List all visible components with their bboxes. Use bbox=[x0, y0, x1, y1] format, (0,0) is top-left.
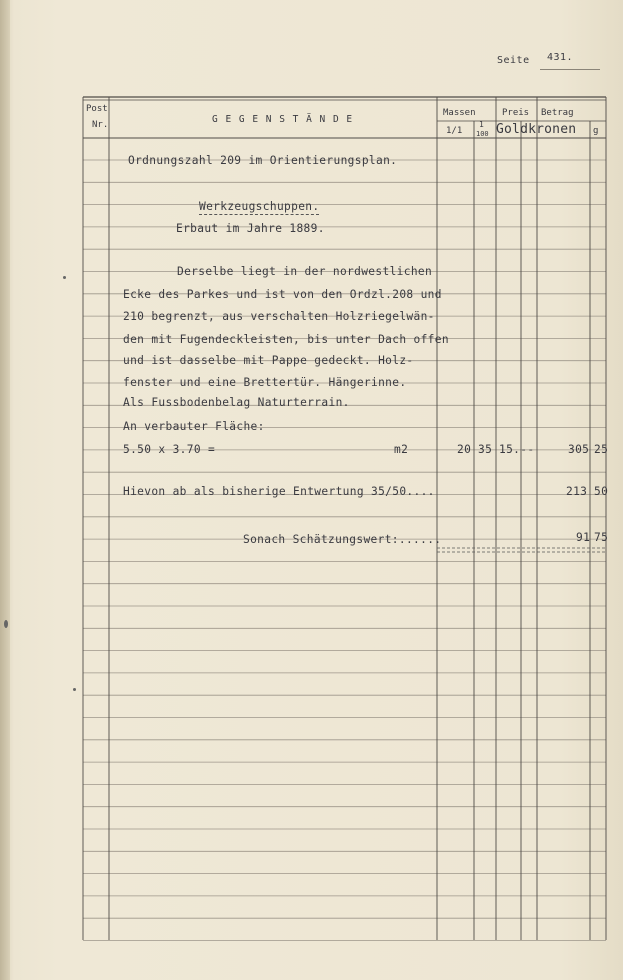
header-massen: Massen bbox=[443, 108, 476, 118]
header-preis: Preis bbox=[502, 108, 530, 118]
entry-3-betrag-dec: 75 bbox=[594, 531, 609, 544]
entry-2-betrag-dec: 50 bbox=[594, 485, 609, 498]
header-massen-whole: 1/1 bbox=[446, 126, 463, 136]
text-line-built: Erbaut im Jahre 1889. bbox=[176, 222, 325, 235]
paper-speck bbox=[73, 688, 76, 691]
text-line-desc-3: 210 begrenzt, aus verschalten Holzriegelwän- bbox=[123, 310, 435, 323]
paper-speck bbox=[63, 276, 66, 279]
header-massen-frac-num: 1 bbox=[479, 120, 484, 129]
header-massen-frac-den: 100 bbox=[476, 130, 489, 138]
text-line-desc-7: Als Fussbodenbelag Naturterrain. bbox=[123, 396, 350, 409]
entry-2-betrag-int: 213 bbox=[566, 485, 588, 498]
entry-1-massen-dec: 35 bbox=[478, 443, 493, 456]
text-line-desc-4: den mit Fugendeckleisten, bis unter Dach offen bbox=[123, 333, 449, 346]
text-line-desc-1: Derselbe liegt in der nordwestlichen bbox=[177, 265, 433, 278]
header-nr: Nr. bbox=[92, 120, 109, 130]
page-number: 431. bbox=[547, 52, 574, 63]
header-post: Post bbox=[86, 104, 108, 114]
header-g: g bbox=[593, 126, 599, 136]
entry-1-massen-int: 20 bbox=[457, 443, 472, 456]
paper-mark bbox=[4, 620, 8, 628]
entry-1-betrag-int: 305 bbox=[568, 443, 590, 456]
text-line-desc-6: fenster und eine Brettertür. Hängerinne. bbox=[123, 376, 407, 389]
text-line-area-label: An verbauter Fläche: bbox=[123, 420, 265, 433]
entry-1-betrag-dec: 25 bbox=[594, 443, 609, 456]
text-line-desc-2: Ecke des Parkes und ist von den Ordzl.208 und bbox=[123, 288, 442, 301]
entry-3-desc: Sonach Schätzungswert:...... bbox=[243, 533, 442, 546]
text-line-title: Werkzeugschuppen. bbox=[199, 200, 320, 213]
entry-3-betrag-int: 91 bbox=[576, 531, 591, 544]
entry-1-preis: 15.-- bbox=[499, 443, 535, 456]
header-betrag: Betrag bbox=[541, 108, 574, 118]
entry-1-desc: 5.50 x 3.70 = bbox=[123, 443, 216, 456]
entry-2-desc: Hievon ab als bisherige Entwertung 35/50.... bbox=[123, 485, 435, 498]
header-goldkronen: Goldkronen bbox=[496, 122, 577, 137]
header-gegenstaende: G E G E N S T Ä N D E bbox=[212, 114, 354, 125]
text-line-ordnungszahl: Ordnungszahl 209 im Orientierungsplan. bbox=[128, 154, 398, 167]
entry-1-unit: m2 bbox=[394, 443, 409, 456]
page-label: Seite bbox=[497, 55, 530, 66]
text-line-desc-5: und ist dasselbe mit Pappe gedeckt. Holz- bbox=[123, 354, 414, 367]
